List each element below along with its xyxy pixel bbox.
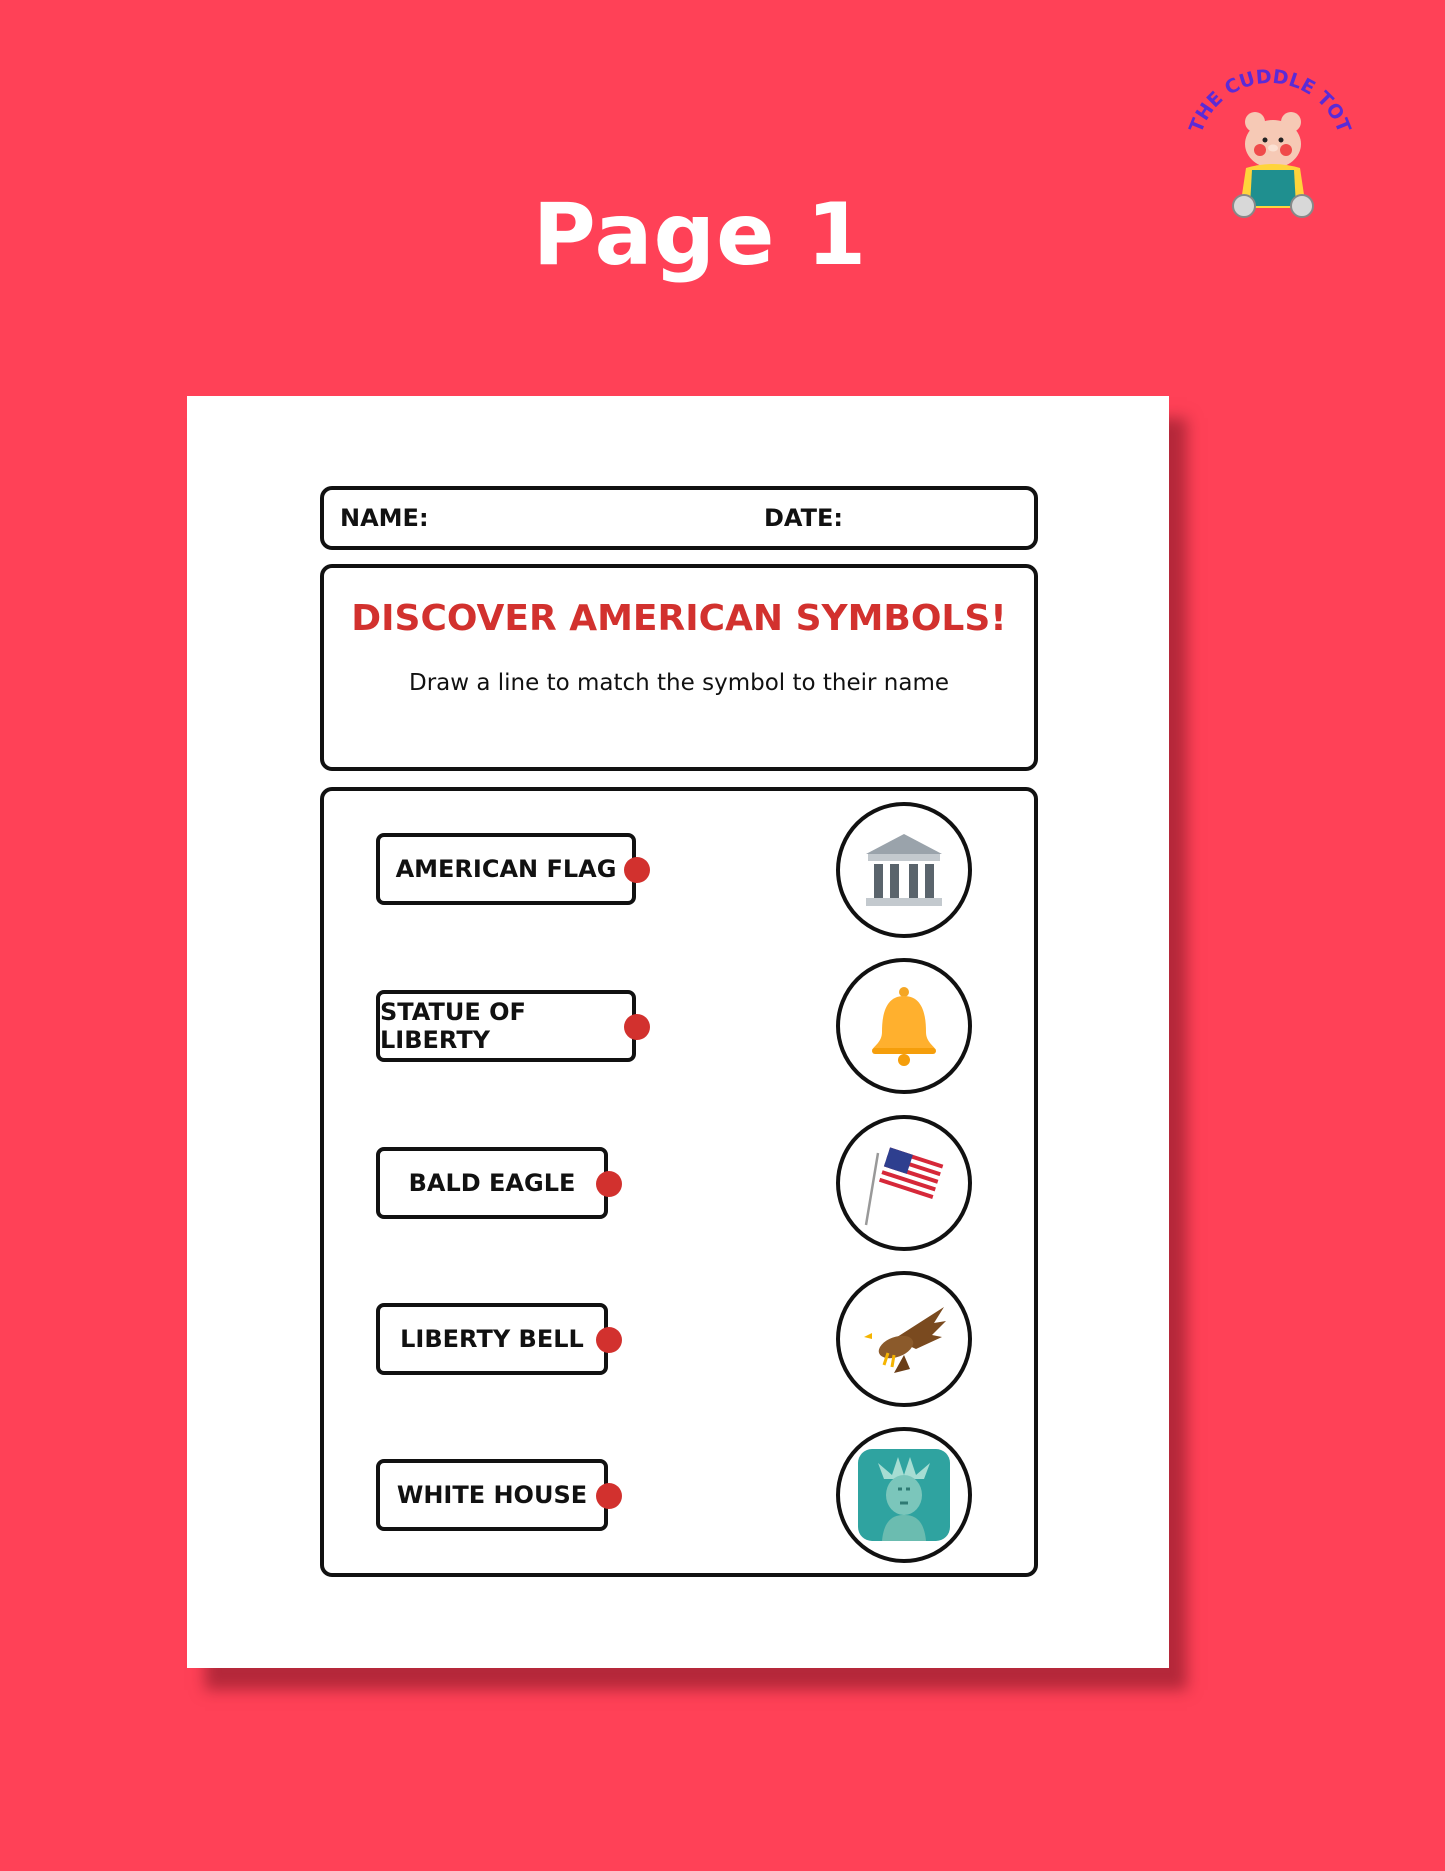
label-liberty-bell[interactable] bbox=[376, 1303, 608, 1375]
logo-text: THE CUDDLE TOT bbox=[1185, 65, 1355, 136]
eagle-icon bbox=[854, 1289, 954, 1389]
flag-icon bbox=[854, 1133, 954, 1233]
date-label: DATE: bbox=[764, 504, 843, 532]
picture-circle-5[interactable] bbox=[836, 1427, 972, 1563]
picture-circle-4[interactable] bbox=[836, 1271, 972, 1407]
bell-icon bbox=[854, 976, 954, 1076]
label-text: BALD EAGLE bbox=[408, 1169, 576, 1197]
matching-area bbox=[320, 787, 1038, 1577]
statue-of-liberty-icon bbox=[854, 1445, 954, 1545]
label-text: WHITE HOUSE bbox=[396, 1481, 588, 1509]
classical-building-icon bbox=[854, 820, 954, 920]
match-dot[interactable] bbox=[624, 857, 650, 883]
label-text: STATUE OF LIBERTY bbox=[380, 998, 526, 1054]
picture-circle-2[interactable] bbox=[836, 958, 972, 1094]
picture-circle-1[interactable] bbox=[836, 802, 972, 938]
name-label: NAME: bbox=[340, 504, 429, 532]
label-bald-eagle[interactable] bbox=[376, 1147, 608, 1219]
match-dot[interactable] bbox=[596, 1483, 622, 1509]
worksheet-instruction: Draw a line to match the symbol to their name bbox=[408, 670, 950, 696]
match-dot[interactable] bbox=[624, 1014, 650, 1040]
worksheet-heading: DISCOVER AMERICAN SYMBOLS! bbox=[351, 598, 1007, 639]
label-american-flag[interactable] bbox=[376, 833, 636, 905]
label-statue-of-liberty[interactable] bbox=[376, 990, 636, 1062]
match-dot[interactable] bbox=[596, 1171, 622, 1197]
worksheet-page bbox=[187, 396, 1169, 1668]
title-box bbox=[320, 564, 1038, 771]
picture-circle-3[interactable] bbox=[836, 1115, 972, 1251]
label-white-house[interactable] bbox=[376, 1459, 608, 1531]
label-text: AMERICAN FLAG bbox=[395, 855, 617, 883]
brand-logo bbox=[1180, 60, 1360, 220]
match-dot[interactable] bbox=[596, 1327, 622, 1353]
name-date-box bbox=[320, 486, 1038, 550]
label-text: LIBERTY BELL bbox=[400, 1325, 584, 1353]
page-title: Page 1 bbox=[532, 185, 868, 285]
